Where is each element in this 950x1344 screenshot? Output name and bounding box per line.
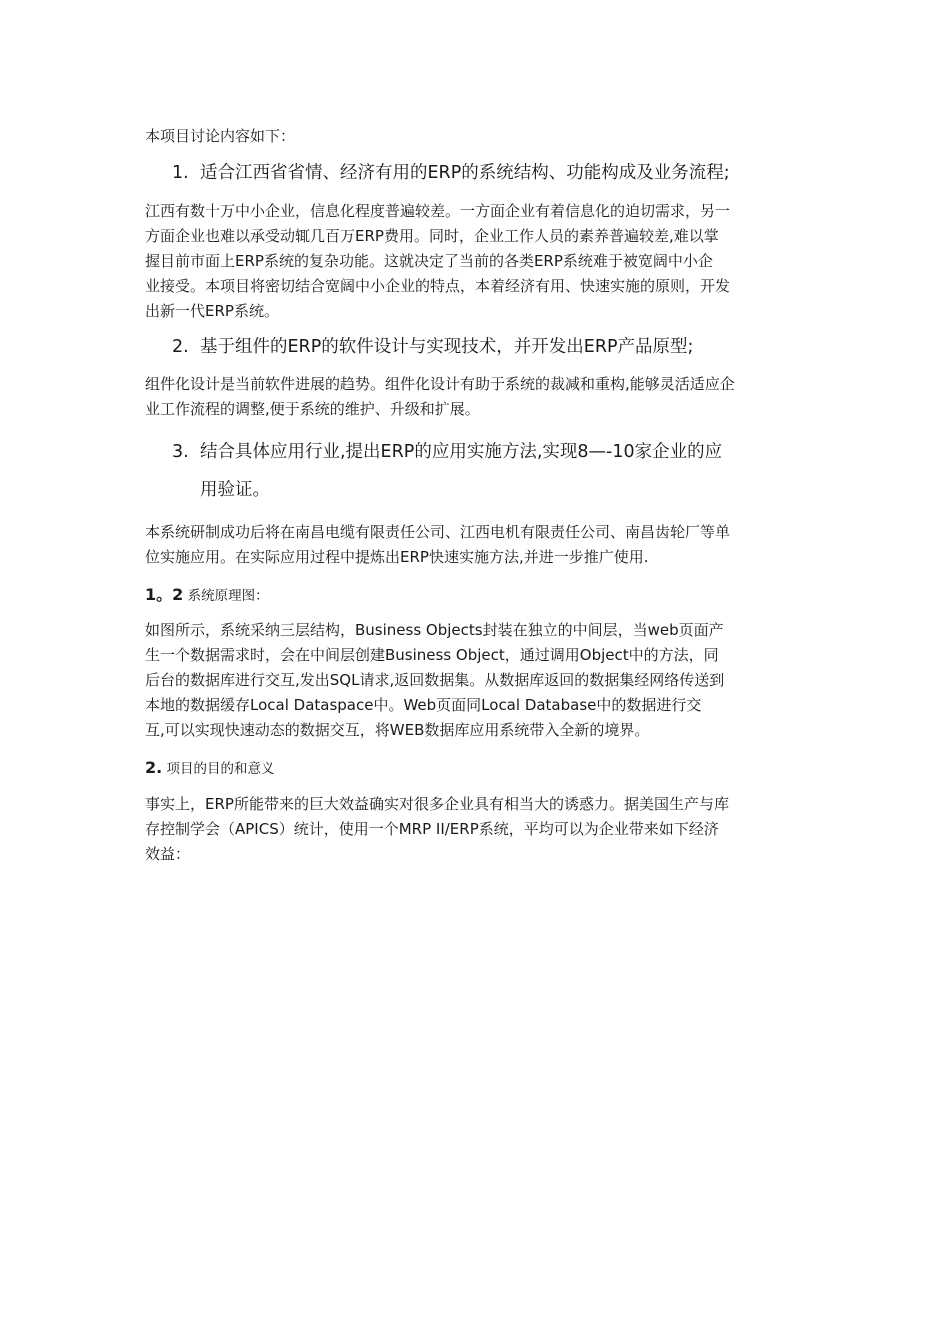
item-2-body-line: 组件化设计是当前软件进展的趋势。组件化设计有助于系统的裁减和重构,能够灵活适应企 [145,375,735,393]
summary-line: 位实施应用。在实际应用过程中提炼出ERP快速实施方法,并进一步推广使用. [145,548,649,566]
item-1-title: 适合江西省省情、经济有用的ERP的系统结构、功能构成及业务流程; [200,163,730,183]
item-1-body-line: 握目前市面上ERP系统的复杂功能。这就决定了当前的各类ERP系统难于被宽阔中小企 [145,252,713,270]
section-1-2-heading [145,585,815,606]
item-2-number: 2. [172,337,189,357]
item-3-number: 3. [172,442,189,462]
item-2-body-line: 业工作流程的调整,便于系统的维护、升级和扩展。 [145,400,480,418]
principle-line: 如图所示，系统采纳三层结构，Business Objects封装在独立的中间层，当web页面产 [145,621,724,639]
section-2-number: 2. [145,758,163,777]
section-1-2-title: 系统原理图： [187,588,269,604]
purpose-paragraph [145,792,815,867]
principle-line: 生一个数据需求时，会在中间层创建Business Object，通过调用Object中的方法，同 [145,646,719,664]
item-2-heading [172,334,812,360]
summary-line: 本系统研制成功后将在南昌电缆有限责任公司、江西电机有限责任公司、南昌齿轮厂等单 [145,523,731,541]
item-3-heading [172,433,812,509]
item-1-heading [172,160,812,186]
item-3-title-line: 结合具体应用行业,提出ERP的应用实施方法,实现8—-10家企业的应 [200,442,723,462]
section-1-2-number: 1。2 [145,585,184,604]
section-2-heading [145,758,815,779]
section-2-title: 项目的目的和意义 [166,761,275,777]
item-1-body-line: 业接受。本项目将密切结合宽阔中小企业的特点，本着经济有用、快速实施的原则，开发 [145,277,731,295]
item-3-title-line: 用验证。 [200,480,270,500]
item-2-body [145,372,815,422]
item-1-body [145,199,815,324]
principle-line: 互,可以实现快速动态的数据交互，将WEB数据库应用系统带入全新的境界。 [145,721,650,739]
principle-paragraph [145,618,815,743]
item-2-title: 基于组件的ERP的软件设计与实现技术，并开发出ERP产品原型; [200,337,694,357]
purpose-line: 效益： [145,845,191,863]
purpose-line: 存控制学会（APICS）统计，使用一个MRP II/ERP系统，平均可以为企业带来如下经济 [145,820,719,838]
item-1-body-line: 出新一代ERP系统。 [145,302,279,320]
purpose-line: 事实上，ERP所能带来的巨大效益确实对很多企业具有相当大的诱惑力。据美国生产与库 [145,795,729,813]
principle-line: 本地的数据缓存Local Dataspace中。Web页面同Local Database中的数据进行交 [145,696,702,714]
summary-paragraph [145,520,815,570]
intro-text: 本项目讨论内容如下： [145,127,296,145]
item-1-number: 1. [172,163,189,183]
principle-line: 后台的数据库进行交互,发出SQL请求,返回数据集。从数据库返回的数据集经网络传送到 [145,671,725,689]
item-1-body-line: 方面企业也难以承受动辄几百万ERP费用。同时，企业工作人员的素养普遍较差,难以掌 [145,227,719,245]
item-1-body-line: 江西有数十万中小企业，信息化程度普遍较差。一方面企业有着信息化的迫切需求，另一 [145,202,731,220]
